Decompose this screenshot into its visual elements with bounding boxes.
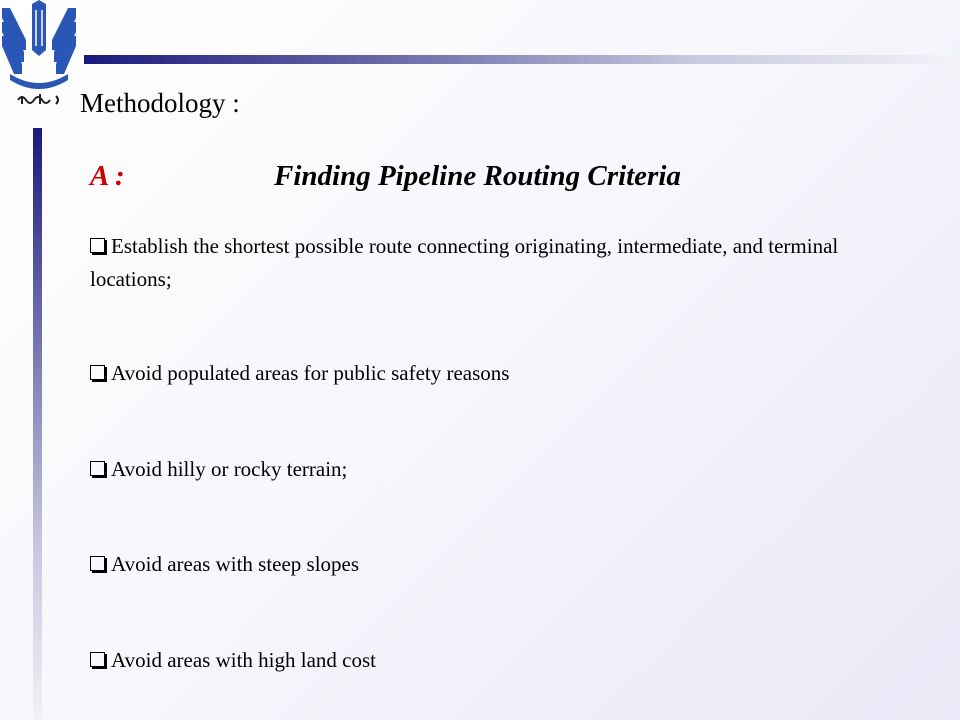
list-item (90, 357, 910, 390)
square-bullet-icon (90, 365, 105, 380)
list-item (90, 230, 910, 296)
square-bullet-icon (90, 461, 105, 476)
list-item-text: Avoid areas with steep slopes (111, 552, 360, 576)
list-item-text: Avoid populated areas for public safety reasons (111, 361, 510, 385)
section-label: A : (90, 160, 125, 192)
list-item-text: Avoid areas with high land cost (111, 648, 376, 672)
list-item-text: Establish the shortest possible route connecting originating, intermediate, and terminal locations; (90, 234, 839, 291)
list-item (90, 644, 910, 677)
square-bullet-icon (90, 556, 105, 571)
section-heading (90, 160, 681, 193)
decorative-left-bar (33, 128, 42, 720)
decorative-top-bar (84, 55, 960, 64)
section-title: Finding Pipeline Routing Criteria (274, 160, 681, 192)
list-item (90, 453, 910, 486)
square-bullet-icon (90, 238, 105, 253)
square-bullet-icon (90, 652, 105, 667)
list-item (90, 548, 910, 581)
slide-title: Methodology : (80, 88, 240, 118)
university-logo-icon (0, 0, 78, 118)
list-item-text: Avoid hilly or rocky terrain; (111, 457, 348, 481)
